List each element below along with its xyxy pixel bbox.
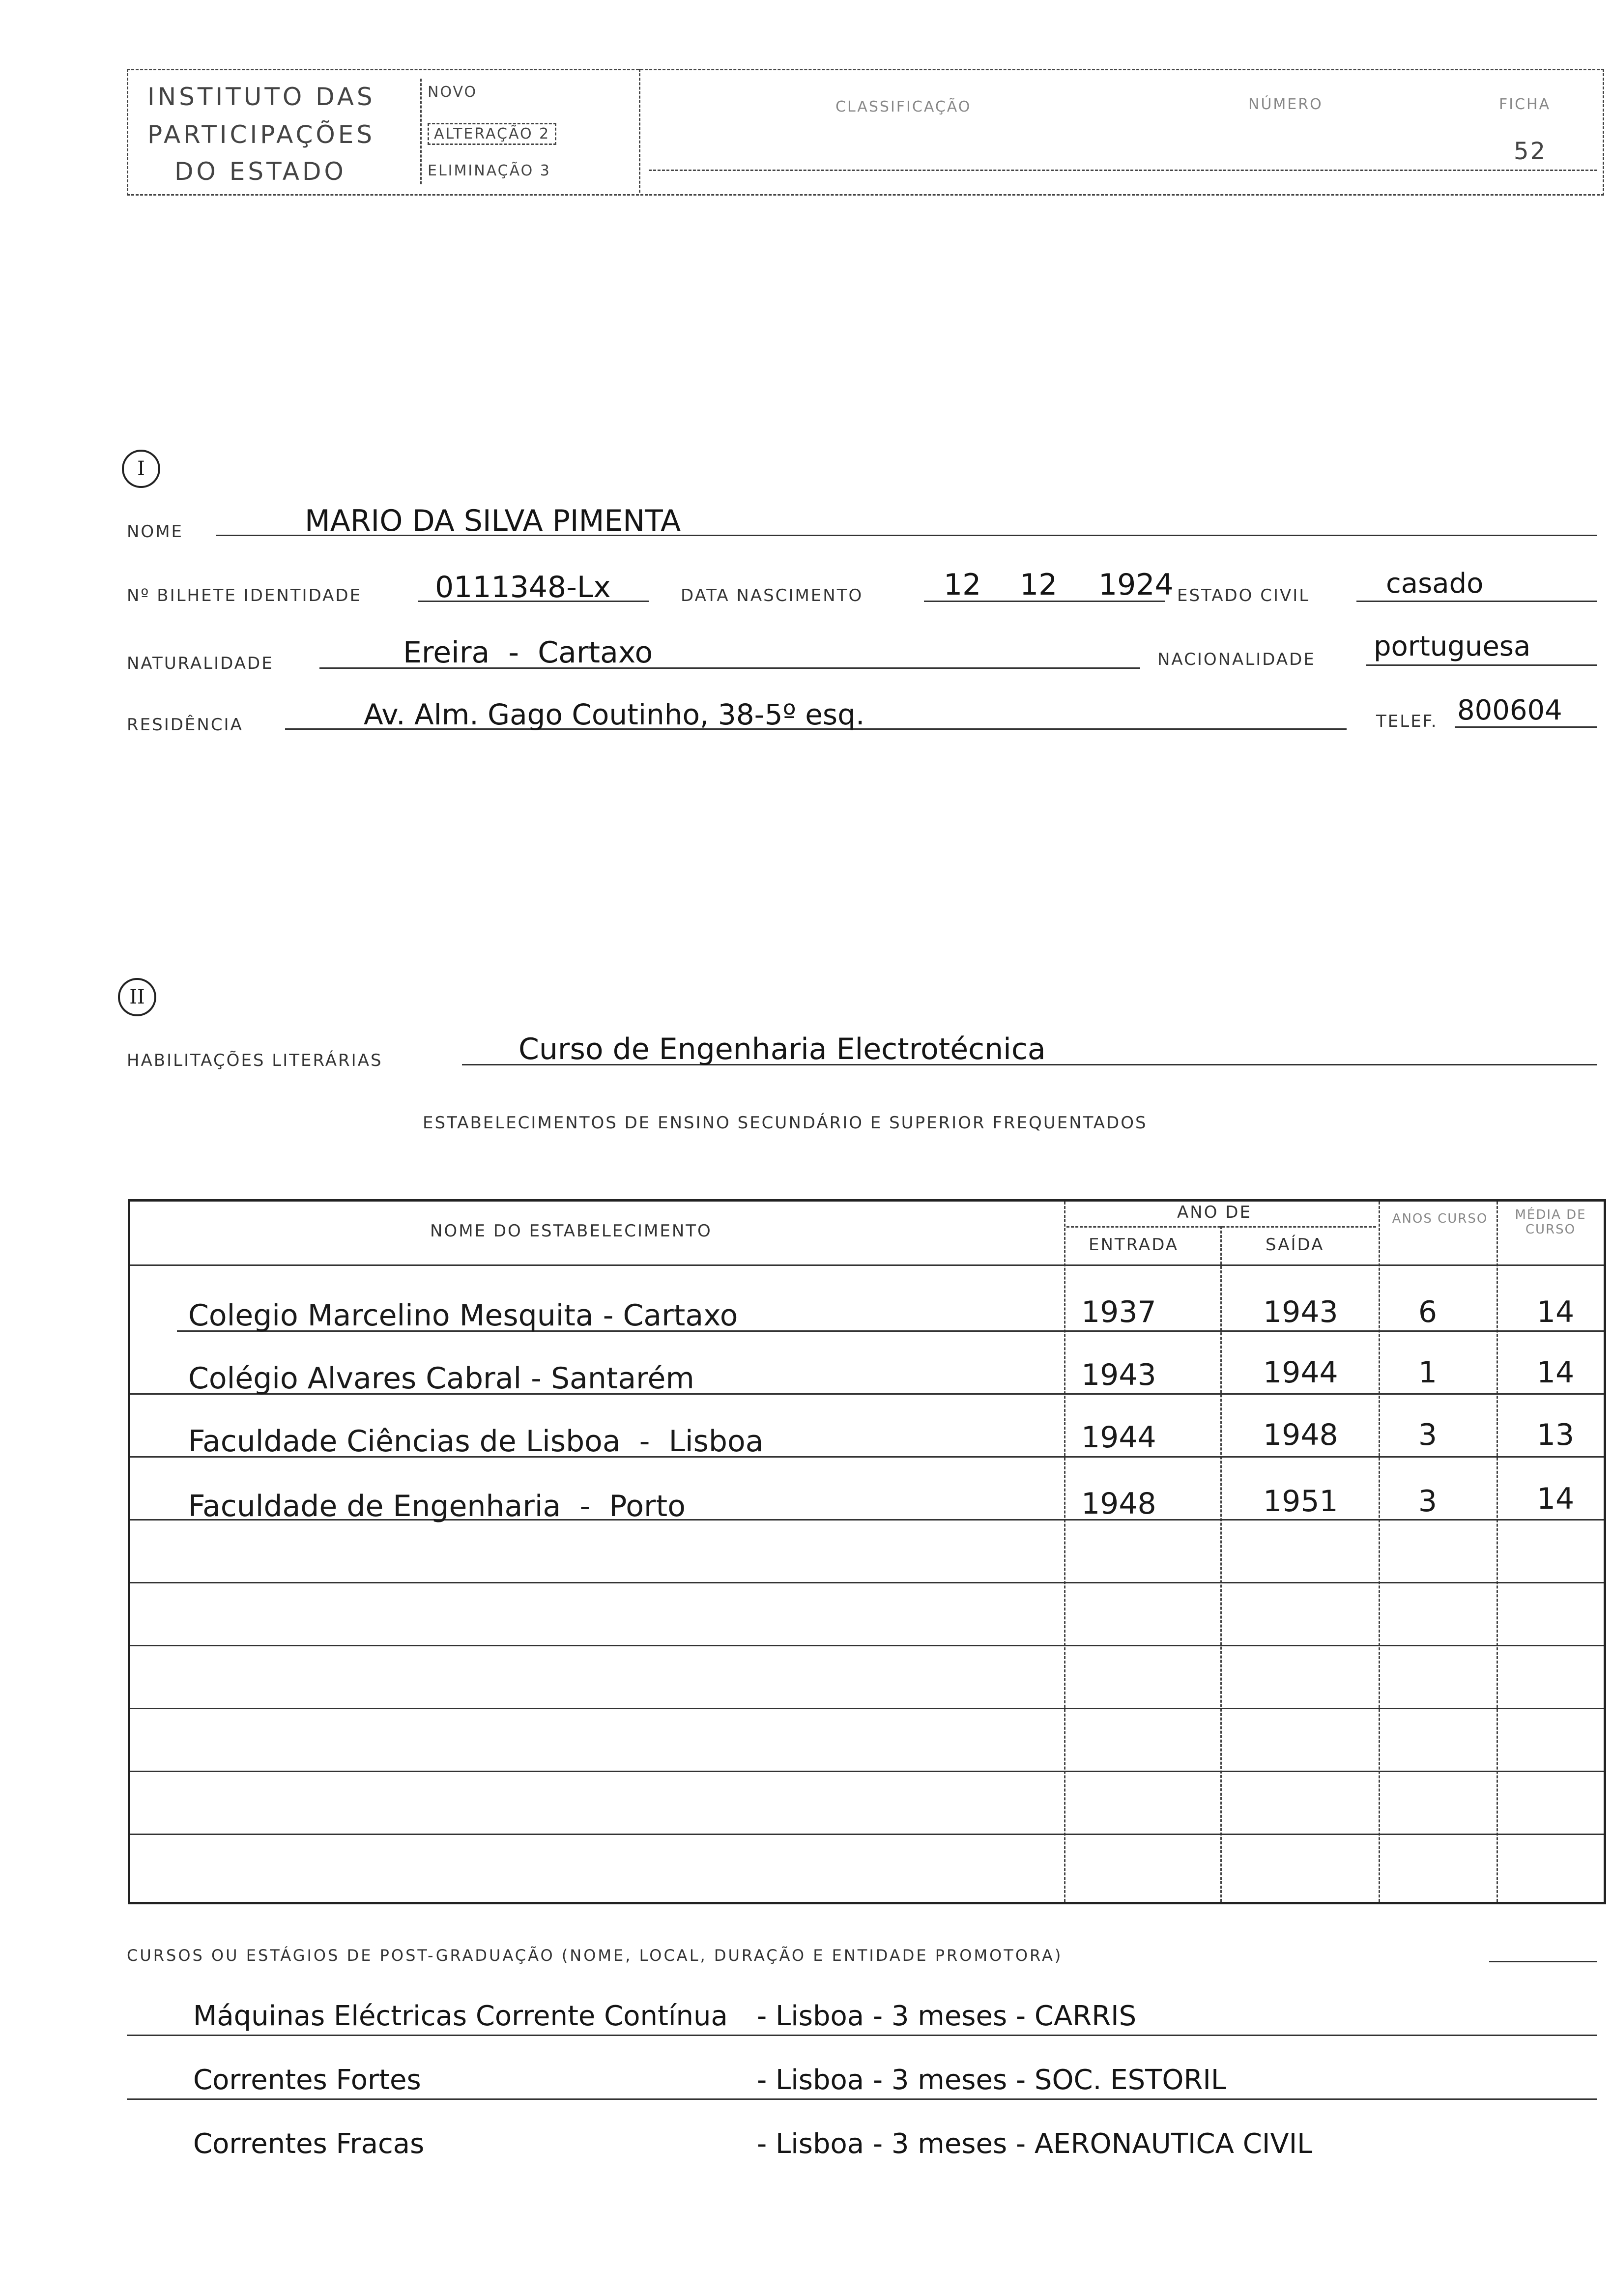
institute-line1: INSTITUTO DAS (147, 83, 375, 111)
civil-line (1356, 601, 1597, 602)
row4-media: 14 (1536, 1482, 1575, 1516)
code-eliminacao: ELIMINAÇÃO 3 (428, 162, 551, 179)
row4-entrada: 1948 (1081, 1487, 1156, 1521)
post-course-2-name: Correntes Fortes (193, 2064, 421, 2096)
ano-underline (1066, 1226, 1376, 1228)
row2-name: Colégio Alvares Cabral - Santarém (188, 1361, 694, 1396)
institute-line3: DO ESTADO (174, 157, 346, 186)
post-course-1-detail: - Lisboa - 3 meses - CARRIS (757, 2000, 1137, 2032)
residencia-value: Av. Alm. Gago Coutinho, 38-5º esq. (364, 698, 865, 731)
nacionalidade-value: portuguesa (1374, 631, 1531, 662)
habilitacoes-value: Curso de Engenharia Electrotécnica (518, 1032, 1046, 1066)
dob-year: 1924 (1098, 568, 1174, 602)
number-label: NÚMERO (1248, 96, 1323, 113)
naturalidade-label: NATURALIDADE (127, 654, 274, 673)
tel-line (1455, 726, 1597, 728)
row2-entrada: 1943 (1081, 1358, 1156, 1392)
row1-entrada: 1937 (1081, 1295, 1156, 1329)
row1-saida: 1943 (1263, 1295, 1338, 1329)
col-media-header: MÉDIA DE CURSO (1515, 1207, 1586, 1237)
ficha-label: FICHA (1499, 96, 1551, 113)
bi-value: 0111348-Lx (435, 570, 611, 604)
nome-value: MARIO DA SILVA PIMENTA (305, 504, 681, 538)
institute-line2: PARTICIPAÇÕES (147, 120, 375, 149)
header-row-rule (130, 1264, 1604, 1266)
row-rule-6 (130, 1645, 1604, 1646)
dob-day: 12 (944, 568, 981, 602)
section2-marker: II (118, 978, 156, 1016)
row3-name: Faculdade Ciências de Lisboa - Lisboa (188, 1424, 764, 1459)
nacionalidade-label: NACIONALIDADE (1157, 650, 1316, 669)
row3-entrada: 1944 (1081, 1420, 1156, 1455)
col-saida-header: SAÍDA (1266, 1235, 1324, 1255)
row-rule-8 (130, 1771, 1604, 1772)
col-sep-entrada (1220, 1226, 1222, 1902)
col-sep-anos (1497, 1202, 1498, 1902)
col-entrada-header: ENTRADA (1089, 1235, 1179, 1255)
col-ano-header: ANO DE (1177, 1203, 1252, 1222)
code-alteracao: ALTERAÇÃO 2 (428, 123, 556, 145)
post-course-3-detail: - Lisboa - 3 meses - AERONAUTICA CIVIL (757, 2128, 1313, 2160)
row3-anos: 3 (1418, 1418, 1438, 1452)
post-line-2 (127, 2098, 1597, 2100)
row-rule-7 (130, 1708, 1604, 1709)
nacionalidade-line (1366, 664, 1597, 666)
code-novo: NOVO (428, 84, 478, 101)
post-graduation-label: CURSOS OU ESTÁGIOS DE POST-GRADUAÇÃO (NOME, LOCAL, DURAÇÃO E ENTIDADE PROMOTORA) (127, 1946, 1063, 1965)
header-divider-1 (639, 69, 640, 193)
naturalidade-value: Ereira - Cartaxo (403, 635, 653, 670)
row4-anos: 3 (1418, 1484, 1438, 1519)
row-rule-5 (130, 1582, 1604, 1583)
residencia-label: RESIDÊNCIA (127, 715, 243, 735)
civil-label: ESTADO CIVIL (1177, 586, 1310, 605)
table-title: ESTABELECIMENTOS DE ENSINO SECUNDÁRIO E SUPERIOR FREQUENTADOS (423, 1113, 1148, 1133)
post-line-1 (127, 2035, 1597, 2036)
dob-label: DATA NASCIMENTO (681, 586, 864, 605)
bi-label: Nº BILHETE IDENTIDADE (127, 586, 362, 605)
classification-label: CLASSIFICAÇÃO (835, 98, 972, 115)
row-rule-9 (130, 1834, 1604, 1835)
col-sep-saida (1379, 1202, 1380, 1902)
col-anos-header: ANOS CURSO (1392, 1211, 1488, 1226)
row3-media: 13 (1536, 1418, 1575, 1452)
nome-label: NOME (127, 522, 184, 542)
establishments-table (128, 1199, 1606, 1904)
section1-marker: I (122, 450, 160, 488)
post-label-line (1489, 1961, 1597, 1962)
row1-anos: 6 (1418, 1295, 1438, 1329)
row3-saida: 1948 (1263, 1418, 1338, 1452)
col-sep-name (1064, 1202, 1065, 1902)
post-course-1-name: Máquinas Eléctricas Corrente Contínua (193, 2000, 728, 2032)
col-name-header: NOME DO ESTABELECIMENTO (430, 1221, 712, 1241)
tel-value: 800604 (1457, 694, 1562, 726)
row2-anos: 1 (1418, 1355, 1438, 1390)
dob-month: 12 (1020, 568, 1058, 602)
row2-saida: 1944 (1263, 1355, 1338, 1390)
civil-value: casado (1386, 568, 1484, 600)
row1-media: 14 (1536, 1295, 1575, 1329)
header-bottom-rule (649, 170, 1597, 171)
ficha-value: 52 (1514, 138, 1547, 165)
habilitacoes-label: HABILITAÇÕES LITERÁRIAS (127, 1051, 383, 1070)
row2-media: 14 (1536, 1355, 1575, 1390)
tel-label: TELEF. (1376, 712, 1438, 731)
post-course-2-detail: - Lisboa - 3 meses - SOC. ESTORIL (757, 2064, 1227, 2096)
row4-saida: 1951 (1263, 1484, 1338, 1519)
post-course-3-name: Correntes Fracas (193, 2128, 425, 2160)
row4-name: Faculdade de Engenharia - Porto (188, 1489, 686, 1523)
row1-name: Colegio Marcelino Mesquita - Cartaxo (188, 1298, 738, 1333)
